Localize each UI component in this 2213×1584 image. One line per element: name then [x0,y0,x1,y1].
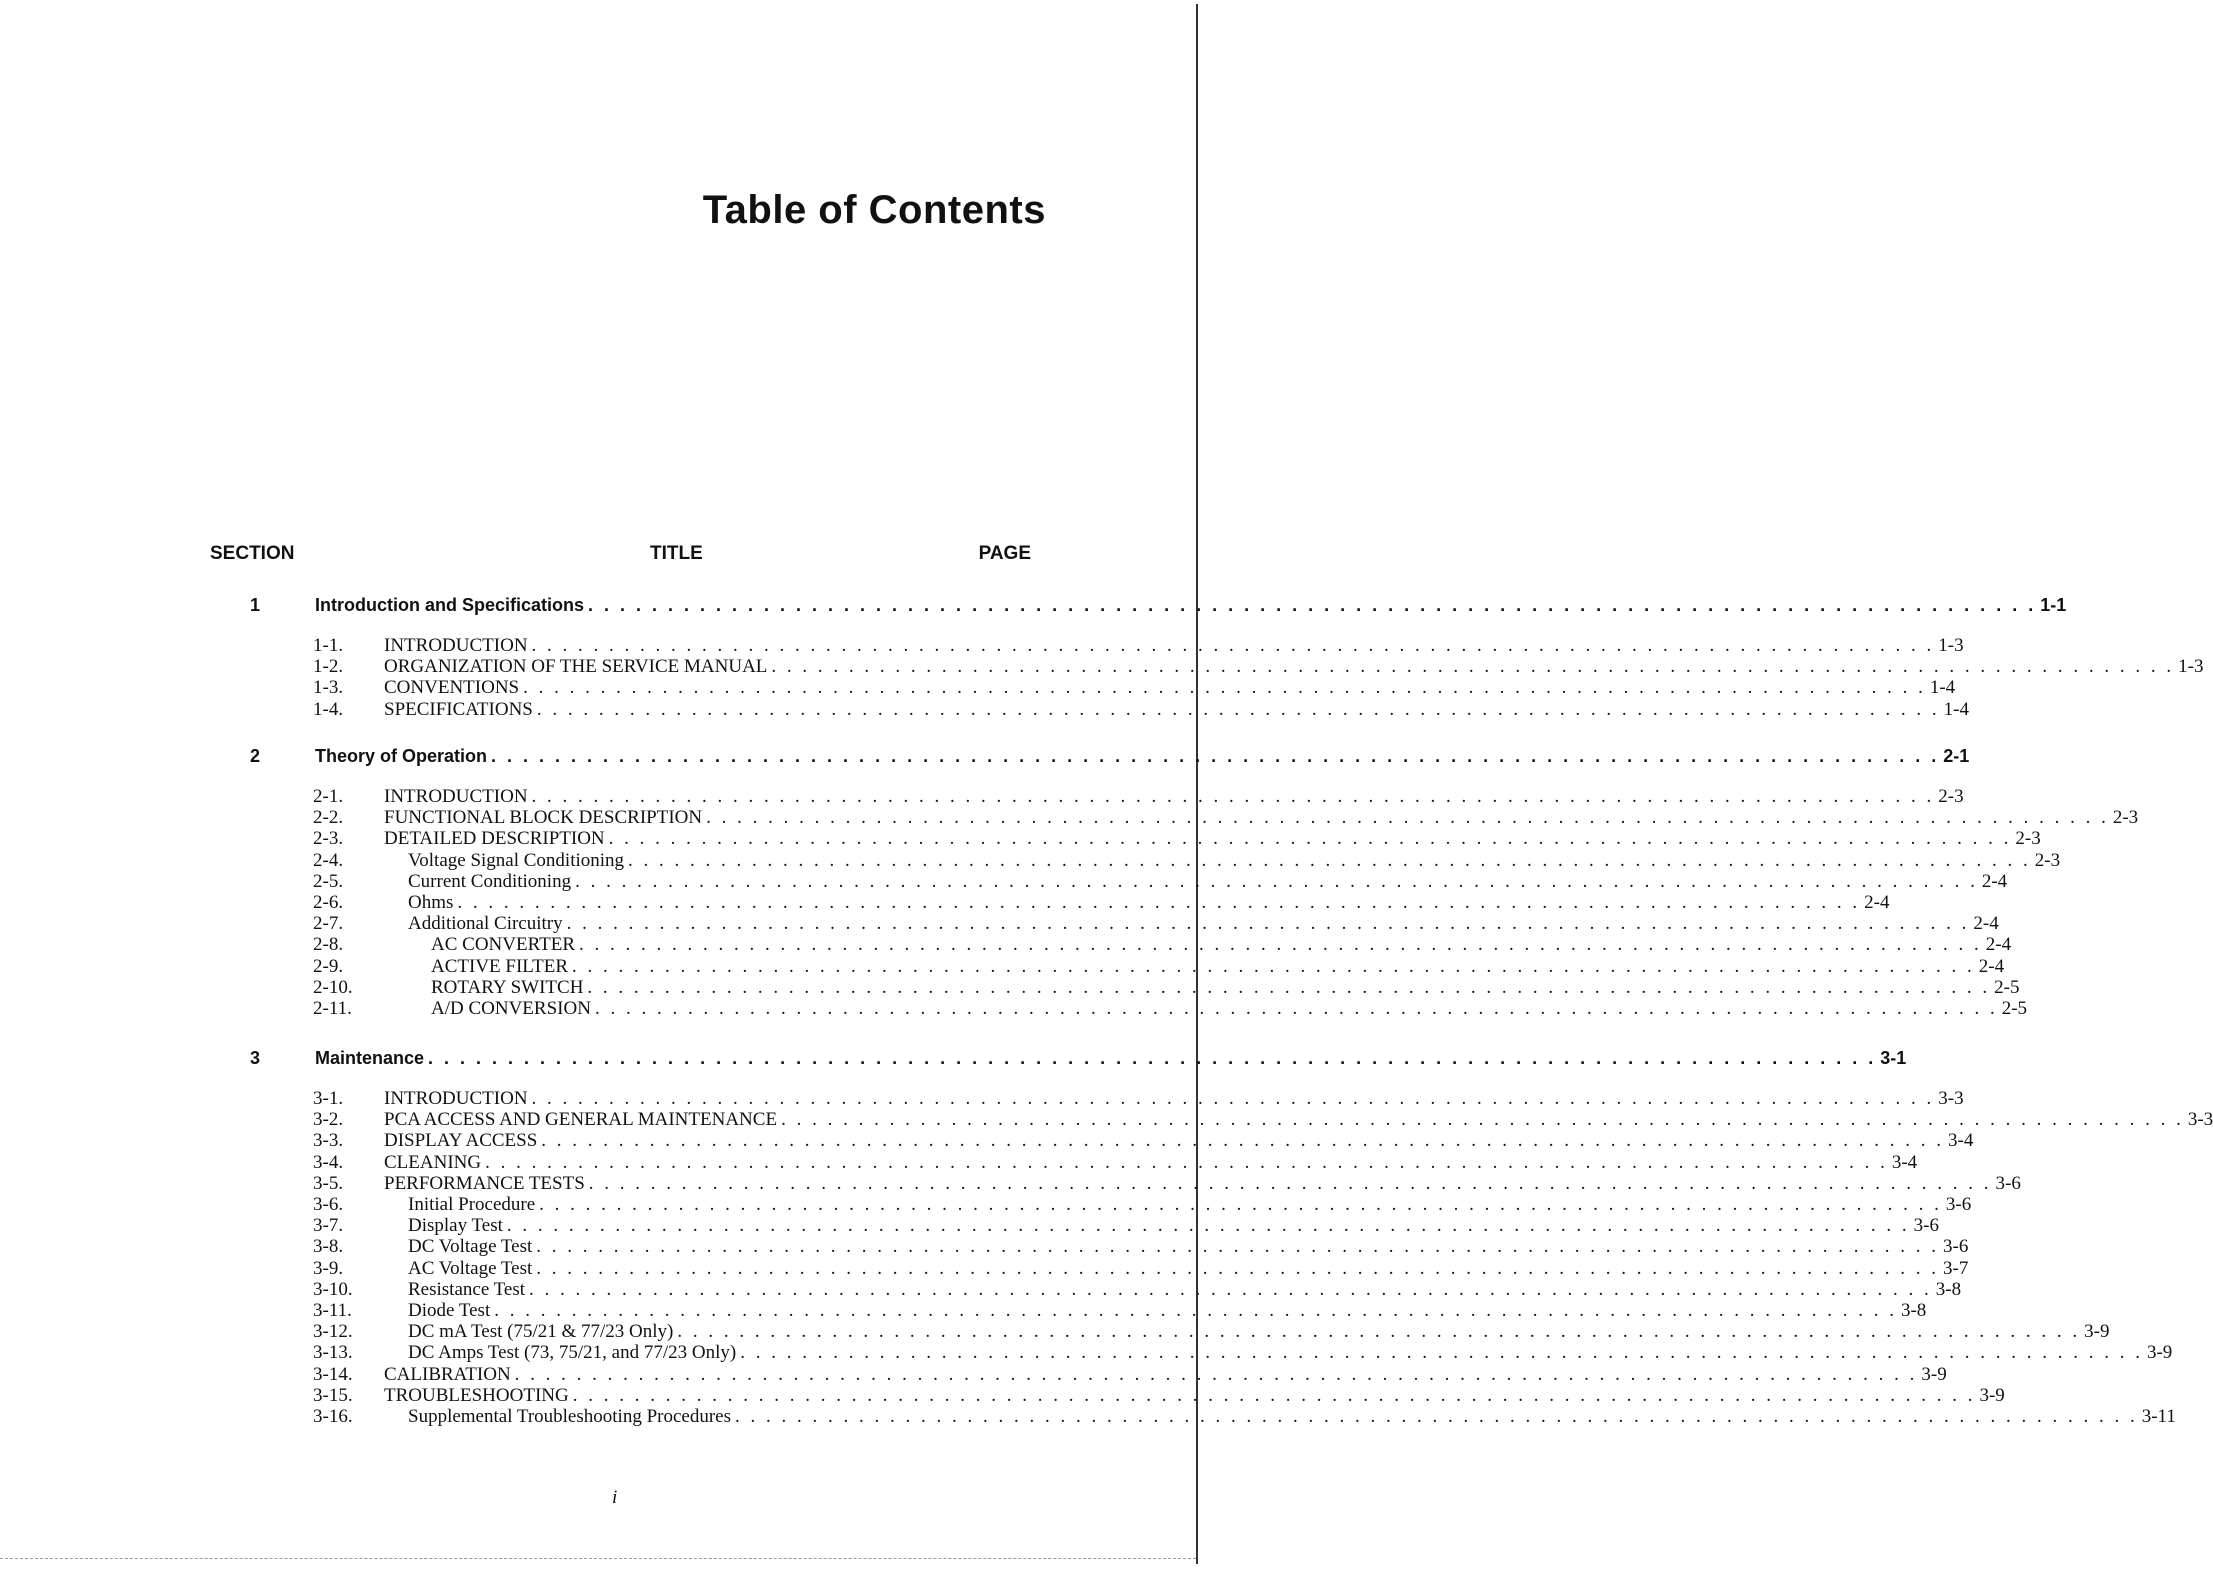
entry-title: PERFORMANCE TESTS [384,1172,585,1194]
entry-page: 3-3 [2187,1109,2213,1131]
entry-title: Additional Circuitry [408,913,563,935]
dot-leader: . . . . . . . . . . . . . . . . . . . . . . . . . . . . . . . . . . . . . . . . . . . . . . . . . . . . . . . . . . . . . . . . . . . . . . . . . . . . . . . . . . . . . . . . . . . [531,786,1935,807]
dot-leader: . . . . . . . . . . . . . . . . . . . . . . . . . . . . . . . . . . . . . . . . . . . . . . . . . . . . . . . . . . . . . . . . . . . . . . . . . . . . . . . . . . . . . . . . . . . [594,998,1998,1019]
entry-number: 3-2. [313,1109,344,1131]
entry-page: 2-3 [2112,807,2139,829]
chapter-page: 2-1 [1943,746,1970,766]
dot-leader: . . . . . . . . . . . . . . . . . . . . . . . . . . . . . . . . . . . . . . . . . . . . . . . . . . . . . . . . . . . . . . . . . . . . . . . . . . . . . . . . . . . . . . . . . . . [514,1363,1918,1385]
entry[interactable] [384,1109,2213,1131]
dot-leader: . . . . . . . . . . . . . . . . . . . . . . . . . . . . . . . . . . . . . . . . . . . . . . . . . . . . . . . . . . . . . . . . . . . . . . . . . . . . . . . . . . . . . . . . . . . [608,828,2012,850]
chapter-page: 1-1 [2040,595,2067,615]
entry-page: 3-9 [2146,1342,2173,1364]
entry[interactable] [384,1130,1974,1152]
entry-number: 2-10. [313,976,353,998]
entry[interactable] [431,934,2012,956]
entry-page: 2-5 [2001,998,2028,1019]
entry[interactable] [408,1236,1969,1258]
dot-leader: . . . . . . . . . . . . . . . . . . . . . . . . . . . . . . . . . . . . . . . . . . . . . . . . . . . . . . . . . . . . . . . . . . . . . . . . . . . . . . . . . . . . . . . . . . . [572,955,1975,977]
entry-title: Initial Procedure [408,1194,536,1215]
entry-title: A/D CONVERSION [431,998,591,1019]
entry-page: 2-4 [1981,870,2008,892]
entry-title: Voltage Signal Conditioning [408,849,625,871]
entry-page: 3-6 [1943,1236,1969,1258]
header-title: TITLE [650,543,703,564]
entry-page: 1-4 [1943,698,1969,720]
entry[interactable] [384,807,2139,829]
entry-number: 3-15. [313,1384,353,1406]
entry-title: DETAILED DESCRIPTION [384,828,605,850]
entry-title: Ohms [408,892,454,913]
entry[interactable] [408,892,1890,914]
header-section: SECTION [210,543,295,564]
entry-title: AC Voltage Test [408,1257,533,1279]
entry-number: 3-16. [313,1406,353,1427]
dot-leader: . . . . . . . . . . . . . . . . . . . . . . . . . . . . . . . . . . . . . . . . . . . . . . . . . . . . . . . . . . . . . . . . . . . . . . . . . . . . . . . . . . . . . . . . . . . [706,807,2109,829]
entry-number: 2-9. [313,955,344,977]
entry[interactable] [408,1342,2173,1364]
entry-page: 3-4 [1891,1151,1918,1173]
entry[interactable] [384,635,1964,657]
entry-number: 3-9. [313,1257,344,1279]
dot-leader: . . . . . . . . . . . . . . . . . . . . . . . . . . . . . . . . . . . . . . . . . . . . . . . . . . . . . . . . . . . . . . . . . . . . . . . . . . . . . . . . . . . . . . . . . . . [485,1151,1888,1173]
entry-page: 3-9 [1921,1363,1947,1385]
dot-leader: . . . . . . . . . . . . . . . . . . . . . . . . . . . . . . . . . . . . . . . . . . . . . . . . . . . . . . . . . . . . . . . . . . . . . . . . . . . . . . . . . . . . . . . . . . . [539,1194,1942,1215]
entry-title: DC Voltage Test [408,1236,533,1258]
entry[interactable] [408,849,2061,872]
section-number: 1 [249,595,260,615]
dot-leader: . . . . . . . . . . . . . . . . . . . . . . . . . . . . . . . . . . . . . . . . . . . . . . . . . . . . . . . . . . . . . . . . . . . . . . . . . . . . . . . . . . . . . . . . . . . [575,870,1978,892]
entry[interactable] [384,786,1964,808]
entry-title: ROTARY SWITCH [431,976,584,998]
dot-leader: . . . . . . . . . . . . . . . . . . . . . . . . . . . . . . . . . . . . . . . . . . . . . . . . . . . . . . . . . . . . . . . . . . . . . . . . . . . . . . . . . . . . . . . . . . . [572,1384,1976,1406]
entry[interactable] [384,1363,1947,1386]
entry[interactable] [384,698,1969,721]
entry[interactable] [384,1151,1918,1174]
entry-number: 3-7. [313,1215,344,1237]
entry-page: 3-9 [1979,1384,2005,1406]
entry-title: ACTIVE FILTER [431,955,569,977]
chapter-entry[interactable] [315,595,2067,616]
entry-number: 3-10. [313,1278,353,1300]
entry-page: 2-3 [1938,786,1964,807]
entry-page: 3-6 [1995,1172,2021,1194]
entry-number: 3-1. [313,1088,344,1109]
entry-title: INTRODUCTION [384,635,528,656]
dot-leader: . . . . . . . . . . . . . . . . . . . . . . . . . . . . . . . . . . . . . . . . . . . . . . . . . . . . . . . . . . . . . . . . . . . . . . . . . . . . . . . . . . . . . . . . . . . [588,1172,1992,1194]
dot-leader: . . . . . . . . . . . . . . . . . . . . . . . . . . . . . . . . . . . . . . . . . . . . . . . . . . . . . . . . . . . . . . . . . . . . . . . . . . . . . . . . . . . . . . . . . . . [457,892,1861,913]
entry-number: 1-3. [313,677,344,699]
entry-number: 2-7. [313,913,344,935]
dot-leader: . . . . . . . . . . . . . . . . . . . . . . . . . . . . . . . . . . . . . . . . . . . . . . . . . . . . . . . . . . . . . . . . . . . . . . . . . . . . . . . . . . . . . . . . . . . [494,1300,1897,1321]
entry-title: SPECIFICATIONS [384,698,533,720]
dot-leader: . . . . . . . . . . . . . . . . . . . . . . . . . . . . . . . . . . . . . . . . . . . . . . . . . . . . . . . . . . . . . . . . . . . . . . . . . . . . . . . . . . . . . . . . . . . [579,934,1982,956]
entry-number: 3-8. [313,1236,344,1258]
entry-title: CLEANING [384,1151,482,1173]
entry-page: 3-11 [2141,1406,2176,1427]
entry-title: CALIBRATION [384,1363,511,1385]
entry-page: 2-5 [1994,976,2020,998]
entry-number: 2-8. [313,934,344,956]
entry-number: 1-2. [313,656,344,678]
dot-leader: . . . . . . . . . . . . . . . . . . . . . . . . . . . . . . . . . . . . . . . . . . . . . . . . . . . . . . . . . . . . . . . . . . . . . . . . . . . . . . . . . . . . . . . . . . . [536,1257,1940,1279]
entry-number: 2-2. [313,807,344,829]
dot-leader: . . . . . . . . . . . . . . . . . . . . . . . . . . . . . . . . . . . . . . . . . . . . . . . . . . . . . . . . . . . . . . . . . . . . . . . . . . . . . . . . . . . . . . . . . . . [566,913,1970,935]
entry-title: INTRODUCTION [384,1088,528,1109]
dot-leader: . . . . . . . . . . . . . . . . . . . . . . . . . . . . . . . . . . . . . . . . . . . . . . . . . . . . . . . . . . . . . . . . . . . . . . . . . . . . . . . . . . . . . . . . . . . [506,1215,1910,1237]
dot-leader: . . . . . . . . . . . . . . . . . . . . . . . . . . . . . . . . . . . . . . . . . . . . . . . . . . . . . . . . . . . . . . . . . . . . . . . . . . . . . . . . . . . . . . . . . . . [628,849,2031,871]
entry-number: 3-3. [313,1130,344,1152]
entry[interactable] [408,1278,1962,1301]
entry-number: 3-13. [313,1342,353,1364]
entry-page: 3-8 [1935,1278,1962,1300]
chapter-title: Maintenance [315,1048,425,1068]
entry-number: 2-1. [313,786,344,807]
entry-title: Display Test [408,1215,503,1237]
entry-number: 2-4. [313,849,344,871]
entry[interactable] [408,1300,1927,1322]
dot-leader: . . . . . . . . . . . . . . . . . . . . . . . . . . . . . . . . . . . . . . . . . . . . . . . . . . . . . . . . . . . . . . . . . . . . . . . . . . . . . . . . . . . . . . . . . . . [491,746,1940,766]
entry-number: 3-11. [313,1300,352,1321]
entry-title: AC CONVERTER [431,934,576,956]
entry-title: DISPLAY ACCESS [384,1130,538,1152]
entry-page: 3-9 [2084,1321,2110,1343]
entry-number: 2-3. [313,828,344,850]
section-number: 3 [249,1048,260,1068]
dot-leader: . . . . . . . . . . . . . . . . . . . . . . . . . . . . . . . . . . . . . . . . . . . . . . . . . . . . . . . . . . . . . . . . . . . . . . . . . . . . . . . . . . . . . . . . . . . [587,976,1991,998]
dot-leader: . . . . . . . . . . . . . . . . . . . . . . . . . . . . . . . . . . . . . . . . . . . . . . . . . . . . . . . . . . . . . . . . . . . . . . . . . . . . . . . . . . . . . . . . . . . [677,1321,2081,1343]
header-page: PAGE [978,543,1031,564]
entry-page: 2-3 [2034,849,2061,871]
entry-title: INTRODUCTION [384,786,528,807]
entry-number: 1-1. [313,635,344,656]
chapter-title: Introduction and Specifications [315,595,585,615]
entry[interactable] [431,955,2005,978]
entry-title: Diode Test [408,1300,491,1321]
entry-page: 2-4 [1978,955,2005,977]
entry-title: DC Amps Test (73, 75/21, and 77/23 Only) [408,1342,737,1364]
dot-leader: . . . . . . . . . . . . . . . . . . . . . . . . . . . . . . . . . . . . . . . . . . . . . . . . . . . . . . . . . . . . . . . . . . . . . . . . . . . . . . . . . . . . . . . . . . . [536,1236,1940,1258]
section-number: 2 [249,746,260,766]
entry[interactable] [408,913,1999,935]
entry-title: CONVENTIONS [384,677,520,699]
entry[interactable] [408,1194,1972,1216]
entry[interactable] [431,998,2028,1020]
dot-leader: . . . . . . . . . . . . . . . . . . . . . . . . . . . . . . . . . . . . . . . . . . . . . . . . . . . . . . . . . . . . . . . . . . . . . . . . . . . . . . . . . . . . . . . . . . . [734,1406,2138,1427]
dot-leader: . . . . . . . . . . . . . . . . . . . . . . . . . . . . . . . . . . . . . . . . . . . . . . . . . . . . . . . . . . . . . . . . . . . . . . . . . . . . . . . . . . . . . . . . . . . [531,1088,1935,1109]
entry-number: 3-4. [313,1151,344,1173]
entry-title: ORGANIZATION OF THE SERVICE MANUAL [384,656,768,678]
dot-leader: . . . . . . . . . . . . . . . . . . . . . . . . . . . . . . . . . . . . . . . . . . . . . . . . . . . . . . . . . . . . . . . . . . . . . . . . . . . . . . . . . . . . . . . . . . . [523,677,1926,699]
dot-leader: . . . . . . . . . . . . . . . . . . . . . . . . . . . . . . . . . . . . . . . . . . . . . . . . . . . . . . . . . . . . . . . . . . . . . . . . . . . . . . . . . . . . . . . . . . . [428,1048,1877,1068]
entry-title: PCA ACCESS AND GENERAL MAINTENANCE [384,1109,778,1131]
entry[interactable] [384,1088,1964,1110]
entry[interactable] [408,870,2008,893]
entry-page: 3-6 [1945,1194,1972,1215]
entry-number: 3-6. [313,1194,344,1215]
entry-page: 1-4 [1929,677,1956,699]
entry-page: 3-3 [1938,1088,1964,1109]
dot-leader: . . . . . . . . . . . . . . . . . . . . . . . . . . . . . . . . . . . . . . . . . . . . . . . . . . . . . . . . . . . . . . . . . . . . . . . . . . . . . . . . . . . . . . . . . . . [536,698,1940,720]
entry-title: Current Conditioning [408,870,572,892]
entry-page: 3-8 [1900,1300,1927,1321]
entry-number: 3-12. [313,1321,353,1343]
dot-leader: . . . . . . . . . . . . . . . . . . . . . . . . . . . . . . . . . . . . . . . . . . . . . . . . . . . . . . . . . . . . . . . . . . . . . . . . . . . . . . . . . . . . . . . . . . . [541,1130,1945,1152]
dot-leader: . . . . . . . . . . . . . . . . . . . . . . . . . . . . . . . . . . . . . . . . . . . . . . . . . . . . . . . . . . . . . . . . . . . . . . . . . . . . . . . . . . . . . . . . . . . [781,1109,2184,1131]
entry-number: 2-5. [313,870,344,892]
chapter-entry[interactable] [315,1048,1907,1069]
page-number: i [612,1487,618,1508]
entry[interactable] [384,656,2204,678]
entry-title: FUNCTIONAL BLOCK DESCRIPTION [384,807,703,829]
entry-page: 3-6 [1913,1215,1939,1237]
entry[interactable] [408,1257,1969,1280]
entry-page: 1-3 [2178,656,2204,678]
page-title: Table of Contents [702,188,1046,232]
entry-title: Resistance Test [408,1278,526,1300]
entry[interactable] [431,976,2020,999]
entry-number: 1-4. [313,698,344,720]
dot-leader: . . . . . . . . . . . . . . . . . . . . . . . . . . . . . . . . . . . . . . . . . . . . . . . . . . . . . . . . . . . . . . . . . . . . . . . . . . . . . . . . . . . . . . . . . . . [529,1278,1932,1300]
dot-leader: . . . . . . . . . . . . . . . . . . . . . . . . . . . . . . . . . . . . . . . . . . . . . . . . . . . . . . . . . . . . . . . . . . . . . . . . . . . . . . . . . . . . . . . . . . . [771,656,2175,678]
entry-page: 3-4 [1948,1130,1974,1152]
entry[interactable] [384,1172,2021,1195]
entry-title: DC mA Test (75/21 & 77/23 Only) [408,1321,674,1343]
entry-title: TROUBLESHOOTING [384,1384,569,1406]
entry-number: 3-5. [313,1172,344,1194]
entry-page: 2-4 [1973,913,1999,935]
entry-page: 3-7 [1943,1257,1969,1279]
dot-leader: . . . . . . . . . . . . . . . . . . . . . . . . . . . . . . . . . . . . . . . . . . . . . . . . . . . . . . . . . . . . . . . . . . . . . . . . . . . . . . . . . . . . . . . . . . . [531,635,1935,656]
entry-title: Supplemental Troubleshooting Procedures [408,1406,731,1427]
entry[interactable] [408,1215,1939,1237]
entry-page: 2-4 [1985,934,2012,956]
chapter-entry[interactable] [315,746,1970,767]
dot-leader: . . . . . . . . . . . . . . . . . . . . . . . . . . . . . . . . . . . . . . . . . . . . . . . . . . . . . . . . . . . . . . . . . . . . . . . . . . . . . . . . . . . . . . . . . . . [740,1342,2143,1364]
entry-number: 3-14. [313,1363,353,1385]
entry-number: 2-11. [313,998,352,1019]
entry-page: 2-3 [2015,828,2041,850]
chapter-title: Theory of Operation [315,746,488,766]
scan-bottom-line [0,1558,1196,1560]
entry[interactable] [408,1321,2110,1343]
entry[interactable] [408,1406,2176,1428]
chapter-page: 3-1 [1880,1048,1907,1068]
entry-page: 1-3 [1938,635,1964,656]
entry[interactable] [384,1384,2005,1407]
entry[interactable] [384,677,1956,699]
entry-number: 2-6. [313,892,344,913]
entry-page: 2-4 [1864,892,1890,913]
dot-leader: . . . . . . . . . . . . . . . . . . . . . . . . . . . . . . . . . . . . . . . . . . . . . . . . . . . . . . . . . . . . . . . . . . . . . . . . . . . . . . . . . . . . . . . . . . . [588,595,2037,615]
entry[interactable] [384,828,2041,850]
